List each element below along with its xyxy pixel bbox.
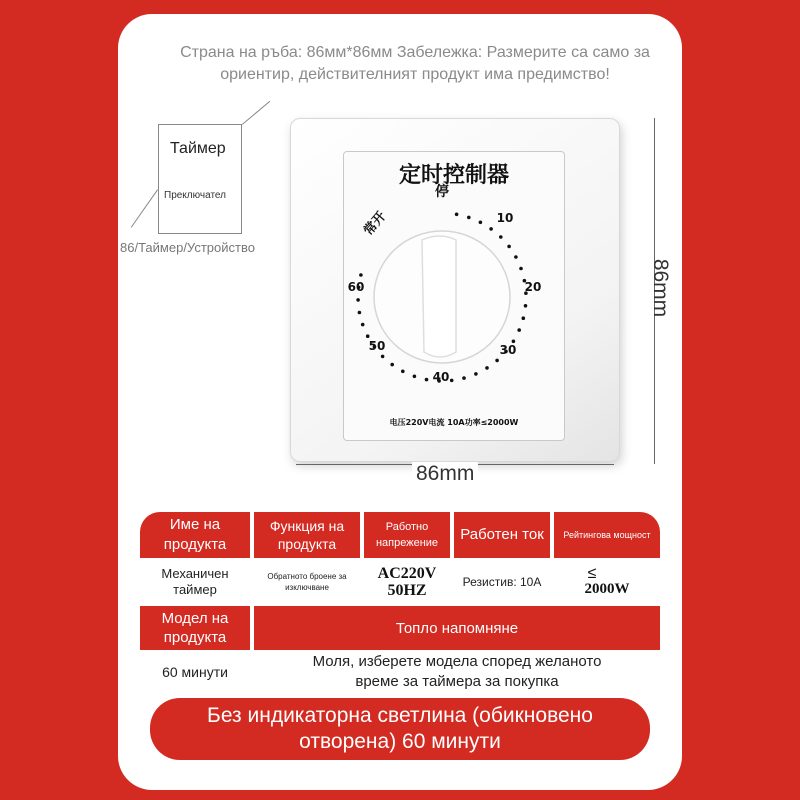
scale-dot xyxy=(495,359,499,363)
timer-dial xyxy=(344,182,566,412)
scale-dot xyxy=(366,334,370,338)
value-model: 60 минути xyxy=(162,663,228,680)
height-dimension-label: 86mm xyxy=(649,258,672,318)
scale-dot xyxy=(524,304,528,308)
tick-label-10: 10 xyxy=(496,211,514,225)
scale-dot xyxy=(489,227,493,231)
scale-dot xyxy=(356,298,360,302)
scale-dot xyxy=(413,375,417,379)
scale-dot xyxy=(462,376,466,380)
header-voltage: Работно напрежение xyxy=(364,512,450,558)
scale-dot xyxy=(519,267,523,271)
scale-dot xyxy=(361,323,365,327)
scale-dot xyxy=(479,221,483,225)
no-indicator-banner: Без индикаторна светлина (обикновено отворена) 60 минути xyxy=(150,698,650,760)
reminder-text: Моля, изберете модела според желаното време за таймера за покупка xyxy=(312,653,602,690)
header-model: Модел на продукта xyxy=(140,606,250,650)
value-current: Резистив: 10A xyxy=(462,575,542,589)
scale-dot xyxy=(467,216,471,220)
width-dimension-label: 86mm xyxy=(412,462,478,486)
always-open-label: 常开 xyxy=(361,208,390,239)
side-switch-label: Преключател xyxy=(164,190,226,201)
stop-label: 停 xyxy=(435,184,449,200)
value-power: 2000W xyxy=(584,580,630,597)
scale-dot xyxy=(485,366,489,370)
scale-dot xyxy=(358,311,362,315)
value-function: Обратното броене за изключване xyxy=(267,572,347,592)
tick-label-20: 20 xyxy=(524,280,542,294)
scale-dot xyxy=(450,379,454,383)
scale-dot xyxy=(381,355,385,359)
value-voltage: AC220V 50HZ xyxy=(377,565,437,599)
tick-label-60: 60 xyxy=(347,280,365,294)
dial-title: 定时控制器 xyxy=(398,163,509,188)
tick-label-50: 50 xyxy=(368,339,386,353)
scale-dot xyxy=(425,378,429,382)
scale-dot xyxy=(514,255,518,259)
scale-dot xyxy=(359,273,363,277)
tick-label-40: 40 xyxy=(432,370,450,384)
value-product-name: Механичен таймер xyxy=(161,566,229,597)
timer-face xyxy=(343,151,565,441)
header-reminder: Топло напомняне xyxy=(254,606,660,650)
power-symbol: ≤ xyxy=(587,564,597,582)
dial-knob-grip[interactable] xyxy=(422,236,456,357)
rating-text: 电压220V电流 10A功率≤2000W xyxy=(389,418,519,427)
value-power-cell xyxy=(554,560,660,604)
scale-dot xyxy=(474,372,478,376)
header-function: Функция на продукта xyxy=(254,512,360,558)
header-power: Рейтингова мощност xyxy=(554,512,660,558)
side-caption: 86/Таймер/Устройство xyxy=(120,240,255,255)
scale-dot xyxy=(517,328,521,332)
scale-dot xyxy=(455,213,459,217)
header-product-name: Име на продукта xyxy=(140,512,250,558)
scale-dot xyxy=(401,370,405,374)
tick-label-30: 30 xyxy=(499,343,517,357)
scale-dot xyxy=(499,235,503,239)
scale-dot xyxy=(507,245,511,249)
header-current: Работен ток xyxy=(454,512,550,558)
timer-switch-plate xyxy=(290,118,620,462)
dimension-note: Страна на ръба: 86мм*86мм Забележка: Размерите са само за ориентир, действителният продукт има предимство! xyxy=(180,44,650,83)
scale-dot xyxy=(522,316,526,320)
side-timer-label: Таймер xyxy=(170,140,226,157)
scale-dot xyxy=(390,363,394,367)
